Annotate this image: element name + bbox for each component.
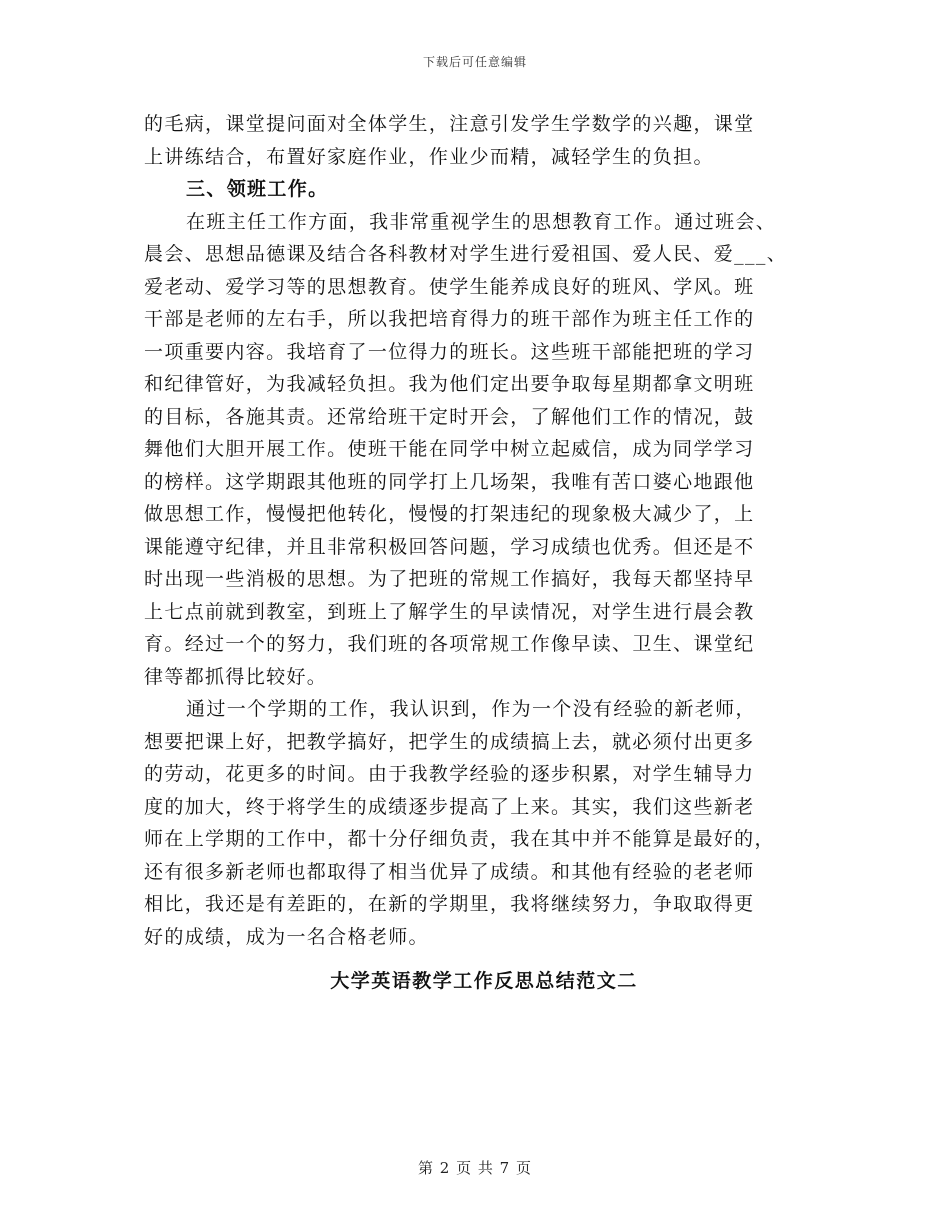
- text-line: 晨会、思想品德课及结合各科教材对学生进行爱祖国、爱人民、爱___、: [144, 243, 788, 265]
- document-body: [144, 108, 824, 998]
- text-line: 的毛病，课堂提问面对全体学生，注意引发学生学数学的兴趣，课堂: [144, 113, 755, 135]
- text-line: 育。经过一个的努力，我们班的各项常规工作像早读、卫生、课堂纪: [144, 633, 755, 655]
- text-line: 想要把课上好，把教学搞好，把学生的成绩搞上去，就必须付出更多: [144, 730, 755, 753]
- section-heading: 三、领班工作。: [186, 178, 329, 200]
- text-line: 课能遵守纪律，并且非常积极回答问题，学习成绩也优秀。但还是不: [144, 535, 755, 558]
- text-line: 干部是老师的左右手，所以我把培育得力的班干部作为班主任工作的: [144, 308, 755, 330]
- text-line: 还有很多新老师也都取得了相当优异了成绩。和其他有经验的老老师: [144, 860, 755, 883]
- text-line: 上讲练结合，布置好家庭作业，作业少而精，减轻学生的负担。: [144, 145, 714, 168]
- text-line: 爱老动、爱学习等的思想教育。使学生能养成良好的班风、学风。班: [144, 275, 755, 298]
- text-line: 度的加大，终于将学生的成绩逐步提高了上来。其实，我们这些新老: [144, 795, 755, 818]
- paragraph-reflection: [144, 693, 824, 953]
- next-article-title: 大学英语教学工作反思总结范文二: [330, 970, 638, 992]
- text-line: 通过一个学期的工作，我认识到，作为一个没有经验的新老师，: [186, 698, 756, 720]
- page-number: 第 2 页 共 7 页: [418, 1159, 532, 1177]
- text-line: 上七点前就到教室，到班上了解学生的早读情况，对学生进行晨会教: [144, 600, 755, 623]
- text-line: 在班主任工作方面，我非常重视学生的思想教育工作。通过班会、: [186, 210, 777, 233]
- text-line: 一项重要内容。我培育了一位得力的班长。这些班干部能把班的学习: [144, 340, 755, 363]
- text-line: 的劳动，花更多的时间。由于我教学经验的逐步积累，对学生辅导力: [144, 763, 755, 785]
- header-note: 下载后可任意编辑: [422, 55, 527, 69]
- paragraph-continued: [144, 108, 824, 173]
- text-line: 舞他们大胆开展工作。使班干能在同学中树立起威信，成为同学学习: [144, 438, 755, 460]
- text-line: 的目标，各施其责。还常给班干定时开会，了解他们工作的情况，鼓: [144, 405, 755, 428]
- text-line: 相比，我还是有差距的，在新的学期里，我将继续努力，争取取得更: [144, 893, 755, 915]
- text-line: 和纪律管好，为我减轻负担。我为他们定出要争取每星期都拿文明班: [144, 373, 755, 395]
- text-line: 的榜样。这学期跟其他班的同学打上几场架，我唯有苦口婆心地跟他: [144, 470, 755, 493]
- text-line: 做思想工作，慢慢把他转化，慢慢的打架违纪的现象极大减少了，上: [144, 503, 755, 525]
- text-line: 师在上学期的工作中，都十分仔细负责，我在其中并不能算是最好的，: [144, 828, 775, 850]
- paragraph-class-work: [144, 206, 824, 694]
- text-line: 好的成绩，成为一名合格老师。: [144, 925, 429, 948]
- text-line: 律等都抓得比较好。: [144, 665, 328, 688]
- text-line: 时出现一些消极的思想。为了把班的常规工作搞好，我每天都坚持早: [144, 568, 755, 590]
